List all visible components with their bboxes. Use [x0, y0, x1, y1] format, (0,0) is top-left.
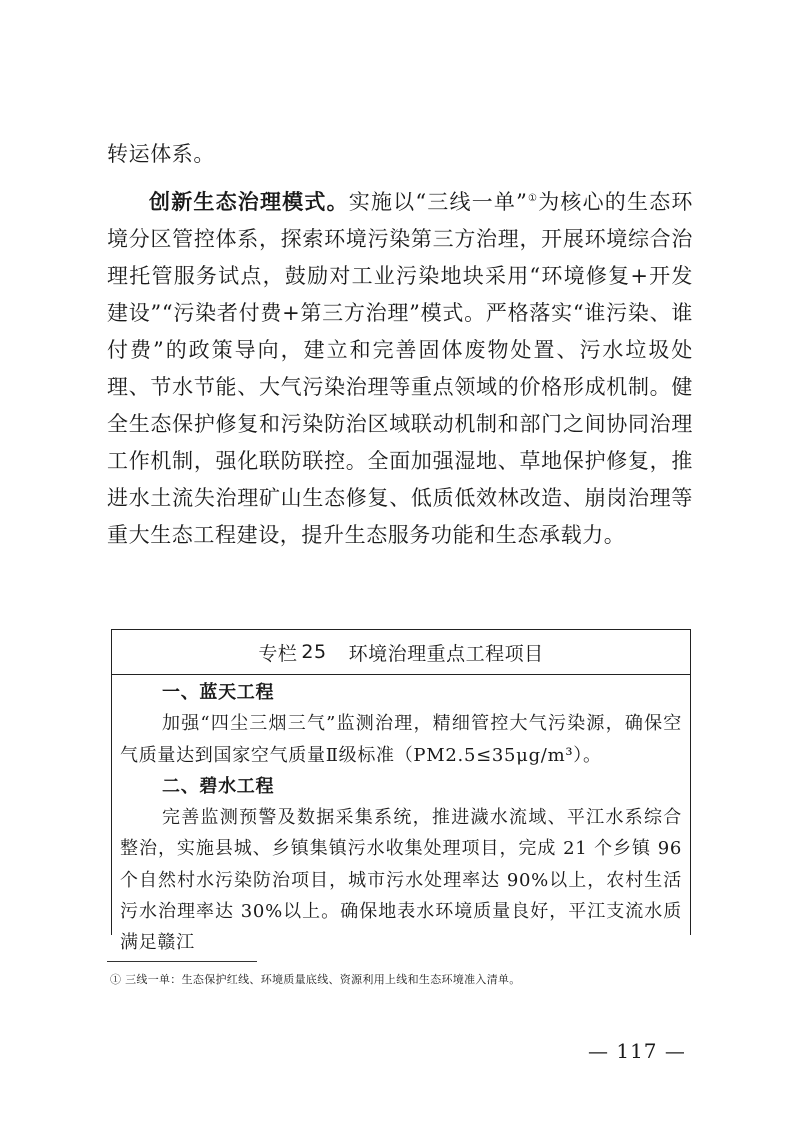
- footnote-reference: ①: [527, 193, 539, 204]
- paragraph-lead: 创新生态治理模式。: [149, 190, 349, 214]
- continued-line: 转运体系。: [107, 142, 215, 166]
- footnote: ① 三线一单：生态保护红线、环境质量底线、资源利用上线和生态环境准入清单。: [110, 973, 521, 986]
- section-text-blue-sky: 加强“四尘三烟三气”监测治理，精细管控大气污染源，确保空气质量达到国家空气质量Ⅱ级标准（PM2.5≤35μg/m³）。: [120, 713, 682, 766]
- box-body: [112, 675, 690, 959]
- paragraph-text-part1: 实施以“三线一单”: [348, 190, 528, 214]
- box-title-number: 25: [301, 641, 327, 663]
- box-title-prefix: 专栏: [258, 642, 298, 665]
- section-heading-blue-sky: 一、蓝天工程: [162, 682, 275, 703]
- paragraph-text-part2: 为核心的生态环境分区管控体系，探索环境污染第三方治理，开展环境综合治理托管服务试点，鼓励对工业污染地块采用“环境修复+开发建设”“污染者付费+第三方治理”模式。严格落实“谁污染、谁付费”的政策导向，建立和完善固体废物处置、污水垃圾处理、节水节能、大气污染治理等重点领域的价格形成机制。健全生态保护修复和污染防治区域联动机制和部门之间协同治理工作机制，强化联防联控。全面加强湿地、草地保护修复，推进水土流失治理矿山生态修复、低质低效林改造、崩岗治理等重大生态工程建设，提升生态服务功能和生态承载力。: [107, 190, 693, 547]
- box-title-text: 环境治理重点工程项目: [348, 642, 544, 665]
- section-text-clear-water: 完善监测预警及数据采集系统，推进濊水流域、平江水系综合整治，实施县城、乡镇集镇污水收集处理项目，完成 21 个乡镇 96 个自然村水污染防治项目，城市污水处理率达 90%以上，农村生活污水治理率达 30%以上。确保地表水环境质量良好，平江支流水质满足赣江: [120, 807, 682, 954]
- main-paragraph: [107, 184, 693, 554]
- continued-text: [107, 136, 693, 173]
- page-number: — 117 —: [588, 1039, 686, 1063]
- section-heading-clear-water: 二、碧水工程: [162, 775, 275, 797]
- box-title: [112, 630, 690, 675]
- project-column-box: [111, 629, 691, 954]
- footnote-divider: [107, 961, 257, 962]
